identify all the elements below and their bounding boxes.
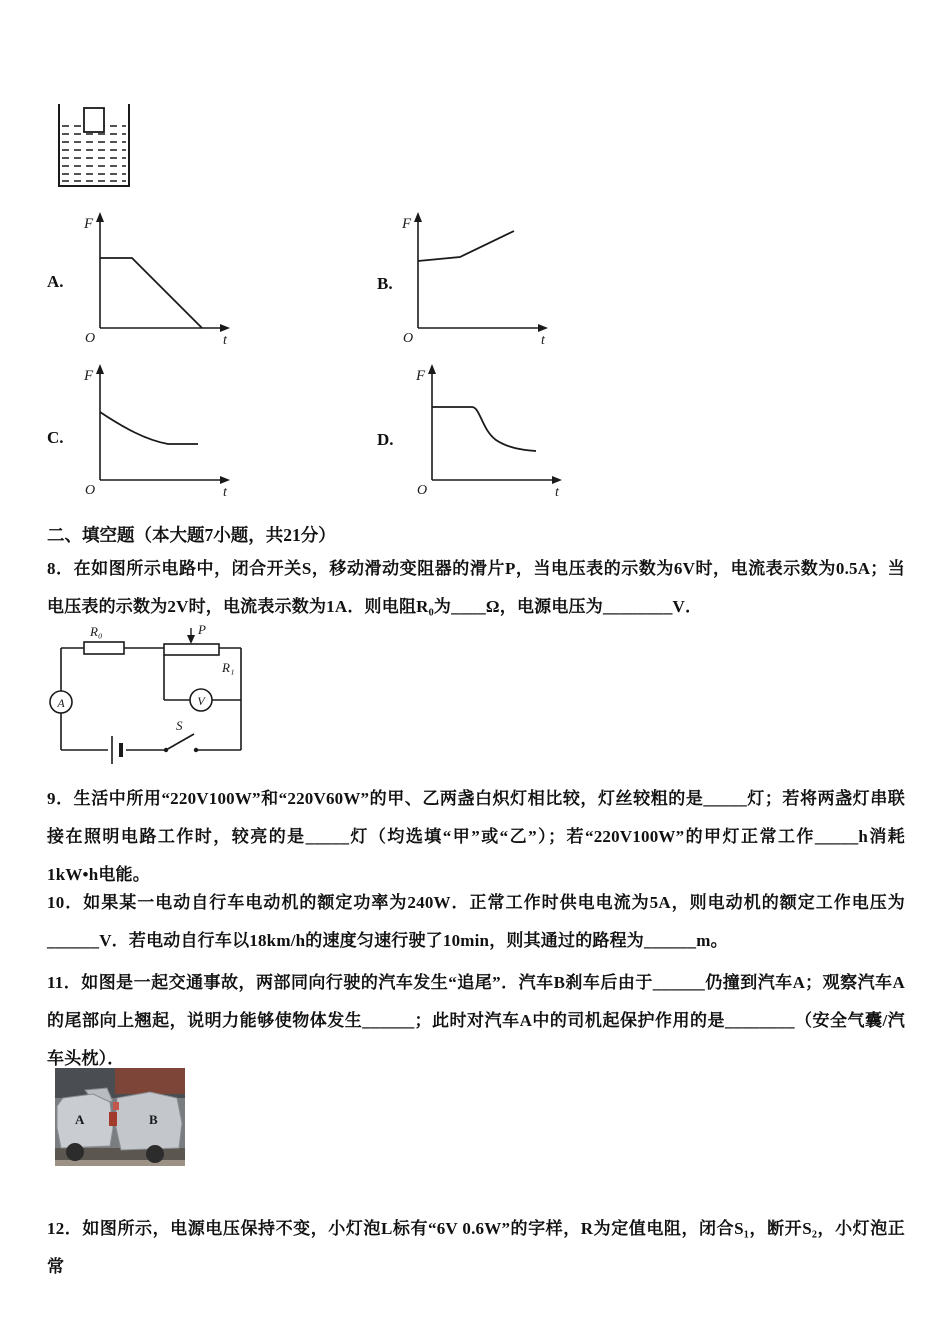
ammeter-label: A bbox=[57, 696, 65, 710]
question-11: 11．如图是一起交通事故，两部同向行驶的汽车发生“追尾”．汽车B刹车后由于______仍撞到汽车A；观察汽车A的尾部向上翘起，说明力能够使物体发生______；此时对汽车A中的司机起保护作用的是________（安全气囊/汽车头枕）． bbox=[47, 973, 905, 1068]
x-axis-arrow-icon bbox=[220, 324, 230, 332]
question-12: 12．如图所示，电源电压保持不变，小灯泡L标有“6V 0.6W”的字样，R为定值电阻，闭合S₁，断开S₂，小灯泡正常 bbox=[47, 1219, 905, 1276]
rheostat-r1 bbox=[164, 644, 219, 655]
axis-label-f: F bbox=[84, 216, 94, 232]
axis-label-o: O bbox=[85, 331, 96, 346]
r1-label: R₁ bbox=[222, 660, 235, 675]
axis-label-f: F bbox=[84, 368, 94, 384]
y-axis-arrow-icon bbox=[428, 364, 436, 374]
graph-option-a bbox=[80, 208, 240, 348]
axis-label-t: t bbox=[223, 485, 227, 500]
slider-p-label: P bbox=[198, 622, 206, 637]
option-c-label: C. bbox=[47, 428, 64, 447]
beaker-figure bbox=[52, 100, 142, 195]
option-d-label: D. bbox=[377, 430, 394, 449]
axis-label-o: O bbox=[417, 483, 428, 498]
y-axis-arrow-icon bbox=[96, 212, 104, 222]
option-a-label: A. bbox=[47, 272, 64, 291]
axis-label-f: F bbox=[416, 368, 426, 384]
option-b-label: B. bbox=[377, 274, 393, 293]
axis-label-o: O bbox=[403, 331, 414, 346]
axis-label-o: O bbox=[85, 483, 96, 498]
resistor-r0 bbox=[84, 642, 124, 654]
question-9: 9．生活中所用“220V100W”和“220V60W”的甲、乙两盏白炽灯相比较，灯丝较粗的是_____灯；若将两盏灯串联接在照明电路工作时，较亮的是_____灯（均选填“甲”或“乙”）；若“220V100W”的甲灯正常工作_____h消耗1kW•h电能。 bbox=[47, 789, 905, 884]
x-axis-arrow-icon bbox=[538, 324, 548, 332]
accident-photo bbox=[55, 1068, 185, 1166]
car-a-body bbox=[57, 1094, 113, 1148]
curve-a bbox=[100, 258, 202, 328]
circuit-diagram bbox=[46, 620, 256, 775]
switch-label: S bbox=[176, 718, 183, 733]
curve-d bbox=[432, 407, 536, 451]
graph-option-d bbox=[412, 360, 572, 500]
y-axis-arrow-icon bbox=[414, 212, 422, 222]
slider-arrow-icon bbox=[187, 635, 195, 644]
car-a-label: A bbox=[75, 1112, 85, 1127]
axis-label-t: t bbox=[555, 485, 559, 500]
section2-header: 二、填空题（本大题7小题，共21分） bbox=[47, 525, 336, 545]
r0-label: R₀ bbox=[90, 624, 103, 639]
car-b-label: B bbox=[149, 1112, 158, 1127]
switch-lever bbox=[166, 734, 194, 750]
x-axis-arrow-icon bbox=[552, 476, 562, 484]
axis-label-t: t bbox=[541, 333, 545, 348]
x-axis-arrow-icon bbox=[220, 476, 230, 484]
y-axis-arrow-icon bbox=[96, 364, 104, 374]
floating-block bbox=[84, 108, 104, 132]
curve-c bbox=[100, 412, 198, 444]
voltmeter-label: V bbox=[197, 694, 205, 708]
question-10: 10．如果某一电动自行车电动机的额定功率为240W．正常工作时供电电流为5A，则电动机的额定工作电压为______V．若电动自行车以18km/h的速度匀速行驶了10min，则其通过的路程为______m。 bbox=[47, 893, 905, 950]
question-8: 8．在如图所示电路中，闭合开关S，移动滑动变阻器的滑片P，当电压表的示数为6V时，电流表示数为0.5A；当电压表的示数为2V时，电流表示数为1A．则电阻R₀为____Ω，电源电压为________V． bbox=[47, 559, 905, 616]
axis-label-f: F bbox=[402, 216, 412, 232]
curve-b bbox=[418, 231, 514, 261]
axis-label-t: t bbox=[223, 333, 227, 348]
graph-option-b bbox=[398, 208, 558, 348]
graph-option-c bbox=[80, 360, 240, 500]
